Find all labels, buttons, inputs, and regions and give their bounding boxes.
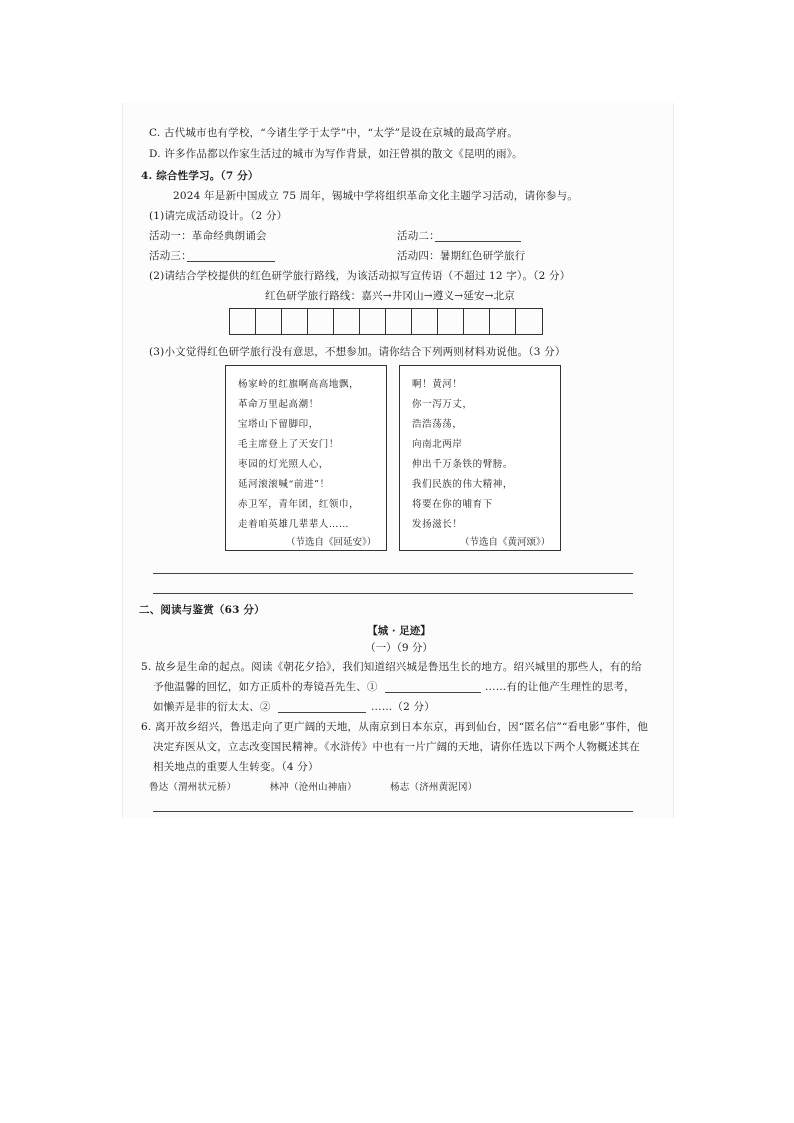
- grid-cell[interactable]: [256, 309, 282, 334]
- figure-options: [149, 781, 507, 795]
- slogan-grid[interactable]: [229, 308, 543, 335]
- poem-source: （节选自《回延安》）: [286, 537, 377, 548]
- figure-option: 鲁达（渭州状元桥）: [149, 782, 237, 793]
- poem-line: 杨家岭的红旗啊高高地飘，: [238, 379, 360, 390]
- poem-line: 我们民族的伟大精神，: [412, 479, 514, 490]
- poem-box-huanghesong: [399, 365, 561, 551]
- route-text: 红色研学旅行路线：嘉兴→井冈山→遵义→延安→北京: [265, 290, 515, 302]
- grid-cell[interactable]: [386, 309, 412, 334]
- option-c: C. 古代城市也有学校，“今诸生学于太学”中，“太学”是设在京城的最高学府。: [149, 127, 518, 139]
- activity-two-blank[interactable]: [435, 241, 521, 242]
- poem-line: 枣园的灯光照人心，: [238, 459, 329, 470]
- grid-cell[interactable]: [412, 309, 438, 334]
- section-two-title: 二、阅读与鉴赏（63 分）: [139, 604, 265, 616]
- unit-title: 【城 · 足迹】: [367, 625, 431, 637]
- grid-cell[interactable]: [282, 309, 308, 334]
- grid-cell[interactable]: [230, 309, 256, 334]
- poem-line: 走着咱英雄几辈辈人……: [238, 519, 350, 530]
- q5-blank-1[interactable]: [385, 692, 481, 693]
- poem-line: 啊！黄河！: [412, 379, 463, 390]
- poem-line: 将要在你的哺育下: [412, 499, 493, 510]
- q5-line3-start: 如懒弄是非的衍太太、②: [153, 701, 271, 713]
- activity-one: 活动一：革命经典朗诵会: [149, 230, 267, 242]
- grid-cell[interactable]: [464, 309, 490, 334]
- q4-part2-title: (2)请结合学校提供的红色研学旅行路线，为该活动拟写宣传语（不超过 12 字）。（2 分）: [149, 270, 571, 282]
- activity-two-label: 活动二：: [397, 230, 440, 242]
- grid-cell[interactable]: [490, 309, 516, 334]
- grid-cell[interactable]: [438, 309, 464, 334]
- poem-line: 赤卫军，青年团，红领巾，: [238, 499, 360, 510]
- q4-part3-title: (3)小文觉得红色研学旅行没有意思，不想参加。请你结合下列两则材料劝说他。（3 分）: [149, 346, 566, 358]
- activity-four: 活动四：暑期红色研学旅行: [397, 250, 526, 262]
- answer-line[interactable]: [153, 593, 633, 594]
- q6-line1: 6. 离开故乡绍兴，鲁迅走向了更广阔的天地，从南京到日本东京，再到仙台，因“匿名信”“看电影”事件，他: [141, 721, 649, 733]
- exam-page: [122, 103, 674, 818]
- q4-title: 4. 综合性学习。（7 分）: [141, 170, 259, 182]
- q5-line1: 5. 故乡是生命的起点。阅读《朝花夕拾》，我们知道绍兴城是鲁迅生长的地方。绍兴城里的那些人，有的给: [141, 661, 642, 673]
- poem-box-huiyanan: [225, 365, 387, 551]
- q5-blank-2[interactable]: [278, 712, 366, 713]
- q5-line2-start: 予他温馨的回忆，如方正质朴的寿镜吾先生、①: [153, 681, 378, 693]
- poem-line: 你一泻万丈，: [412, 399, 473, 410]
- poem-line: 向南北两岸: [412, 439, 463, 450]
- option-d: D. 许多作品都以作家生活过的城市为写作背景，如汪曾祺的散文《昆明的雨》。: [149, 148, 523, 160]
- activity-three-blank[interactable]: [187, 261, 275, 262]
- q4-part1-title: (1)请完成活动设计。（2 分）: [149, 210, 288, 222]
- poem-line: 毛主席登上了天安门！: [238, 439, 340, 450]
- q6-line2: 决定弃医从文，立志改变国民精神。《水浒传》中也有一片广阔的天地，请你任选以下两个人物概述其在: [153, 741, 640, 753]
- activity-three-label: 活动三：: [149, 250, 192, 262]
- figure-option: 林冲（沧州山神庙）: [269, 782, 357, 793]
- answer-line[interactable]: [153, 573, 633, 574]
- q5-line2-end: ……有的让他产生理性的思考，: [485, 681, 635, 693]
- part-one-title: （一）（9 分）: [365, 642, 433, 654]
- poem-line: 伸出千万条铁的臂膀。: [412, 459, 514, 470]
- poem-line: 发扬滋长！: [412, 519, 463, 530]
- figure-option: 杨志（济州黄泥冈）: [390, 782, 478, 793]
- grid-cell[interactable]: [516, 309, 542, 334]
- grid-cell[interactable]: [360, 309, 386, 334]
- poem-line: 革命万里起高潮！: [238, 399, 319, 410]
- poem-source: （节选自《黄河颂》）: [460, 537, 551, 548]
- poem-line: 宝塔山下留脚印，: [238, 419, 319, 430]
- q6-line3: 相关地点的重要人生转变。（4 分）: [153, 761, 319, 773]
- q4-intro: 2024 年是新中国成立 75 周年，锡城中学将组织革命文化主题学习活动，请你参与。: [173, 190, 578, 202]
- answer-line[interactable]: [153, 811, 633, 812]
- grid-cell[interactable]: [308, 309, 334, 334]
- q5-line3-end: ……（2 分）: [371, 701, 435, 713]
- poem-line: 延河滚滚喊“前进”！: [238, 479, 330, 490]
- poem-line: 浩浩荡荡，: [412, 419, 463, 430]
- grid-cell[interactable]: [334, 309, 360, 334]
